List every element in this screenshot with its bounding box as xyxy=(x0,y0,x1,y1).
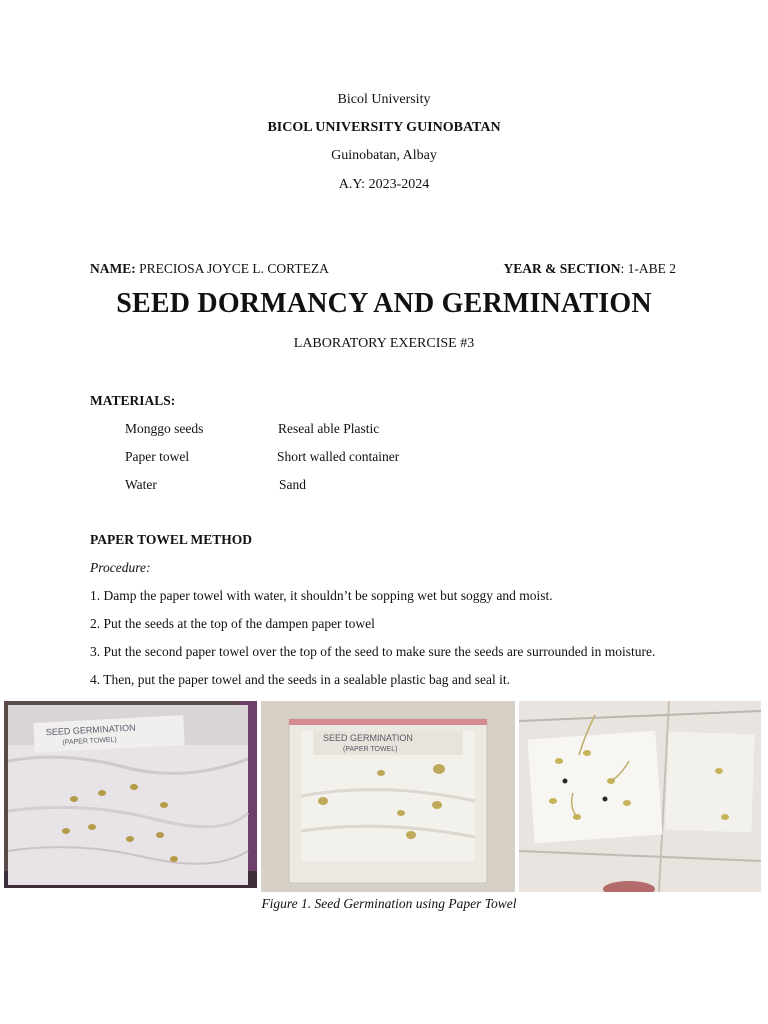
year-section xyxy=(503,261,676,277)
material-item: Water xyxy=(125,477,157,492)
student-name xyxy=(90,261,329,277)
material-item: Reseal able Plastic xyxy=(278,421,380,436)
photo-paper-towel-1 xyxy=(4,701,257,888)
material-item: Paper towel xyxy=(125,449,190,464)
section-value: : 1-ABE 2 xyxy=(620,261,676,276)
method-heading: PAPER TOWEL METHOD xyxy=(90,532,253,547)
photo-germinated-seeds xyxy=(519,701,761,892)
figure-caption: Figure 1. Seed Germination using Paper Towel xyxy=(261,896,517,911)
name-value: PRECIOSA JOYCE L. CORTEZA xyxy=(139,261,329,276)
photo-sealed-bag xyxy=(261,701,515,892)
university-name: Bicol University xyxy=(337,92,431,107)
exercise-subtitle: LABORATORY EXERCISE #3 xyxy=(293,336,475,351)
procedure-step: 2. Put the seeds at the top of the dampen paper towel xyxy=(90,616,375,631)
materials-heading: MATERIALS: xyxy=(90,393,176,408)
material-item: Short walled container xyxy=(277,449,400,464)
section-label: YEAR & SECTION xyxy=(503,261,621,276)
material-item: Monggo seeds xyxy=(125,421,204,436)
photo2-label-line1: SEED GERMINATION xyxy=(323,733,413,743)
procedure-label: Procedure: xyxy=(90,560,151,575)
procedure-step: 3. Put the second paper towel over the top of the seed to make sure the seeds are surrounded in moisture. xyxy=(90,644,656,659)
procedure-step: 1. Damp the paper towel with water, it shouldn’t be sopping wet but soggy and moist. xyxy=(90,588,553,603)
procedure-step: 4. Then, put the paper towel and the seeds in a sealable plastic bag and seal it. xyxy=(90,672,510,687)
material-item: Sand xyxy=(279,477,306,492)
name-label: NAME: xyxy=(90,261,136,276)
campus-name: BICOL UNIVERSITY GUINOBATAN xyxy=(267,120,501,135)
photo2-label-line2: (PAPER TOWEL) xyxy=(343,746,398,753)
photo1-label-line1: SEED GERMINATION xyxy=(45,722,136,738)
academic-year: A.Y: 2023-2024 xyxy=(338,177,430,192)
photo1-label-line2: (PAPER TOWEL) xyxy=(62,736,117,747)
campus-location: Guinobatan, Albay xyxy=(331,148,437,163)
document-title: SEED DORMANCY AND GERMINATION xyxy=(116,288,652,319)
